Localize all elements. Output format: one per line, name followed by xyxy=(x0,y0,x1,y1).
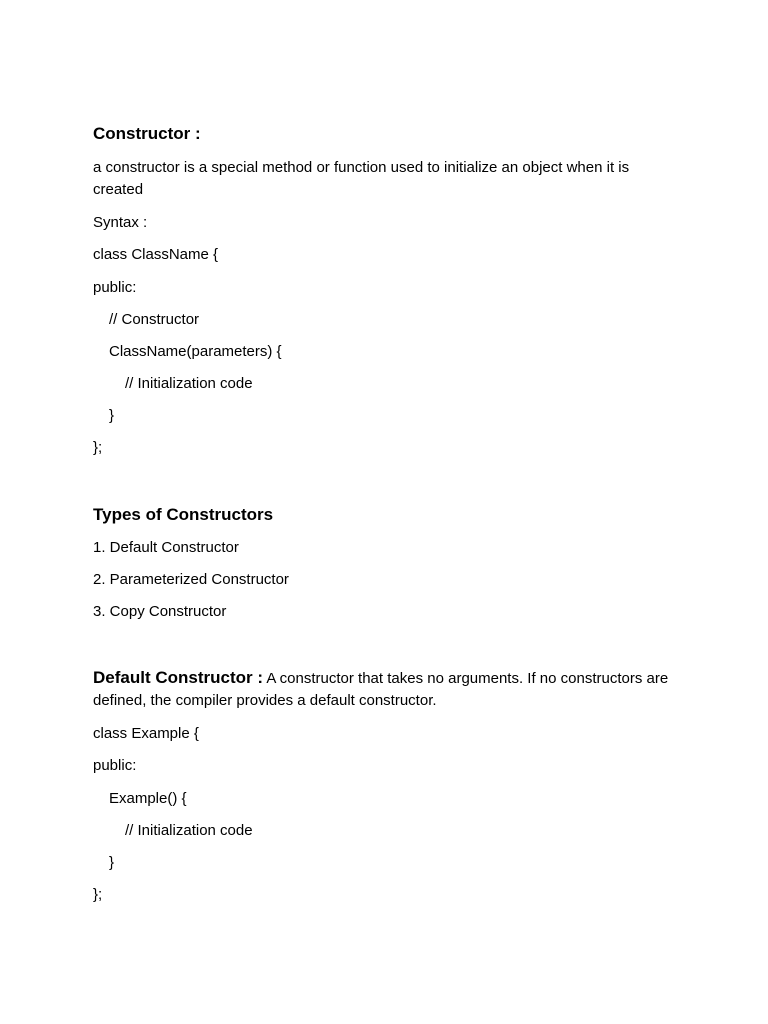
code-line: // Initialization code xyxy=(125,375,253,392)
code-line: public: xyxy=(93,279,137,296)
code-line: class Example { xyxy=(93,725,199,742)
code-line: // Constructor xyxy=(109,311,200,328)
list-item: 2. Parameterized Constructor xyxy=(93,571,289,588)
default-constructor-description: A constructor that takes no arguments. If no constructors are defined, the compiler provides a default constructor. xyxy=(93,670,669,709)
list-item: 3. Copy Constructor xyxy=(93,603,227,620)
code-line: }; xyxy=(93,439,103,456)
types-heading: Types of Constructors xyxy=(93,505,274,524)
list-item: 1. Default Constructor xyxy=(93,539,239,556)
code-line: } xyxy=(109,854,115,871)
code-line: // Initialization code xyxy=(125,822,253,839)
code-line: Example() { xyxy=(109,790,187,807)
code-line: } xyxy=(109,407,115,424)
code-line: public: xyxy=(93,757,137,774)
constructor-heading: Constructor : xyxy=(93,124,201,143)
default-constructor-heading: Default Constructor : xyxy=(93,668,263,687)
default-constructor-paragraph xyxy=(93,667,683,712)
code-line: ClassName(parameters) { xyxy=(109,343,282,360)
code-line: }; xyxy=(93,886,103,903)
syntax-label: Syntax : xyxy=(93,214,148,231)
code-line: class ClassName { xyxy=(93,246,219,263)
constructor-description: a constructor is a special method or function used to initialize an object when it is created xyxy=(93,159,630,198)
